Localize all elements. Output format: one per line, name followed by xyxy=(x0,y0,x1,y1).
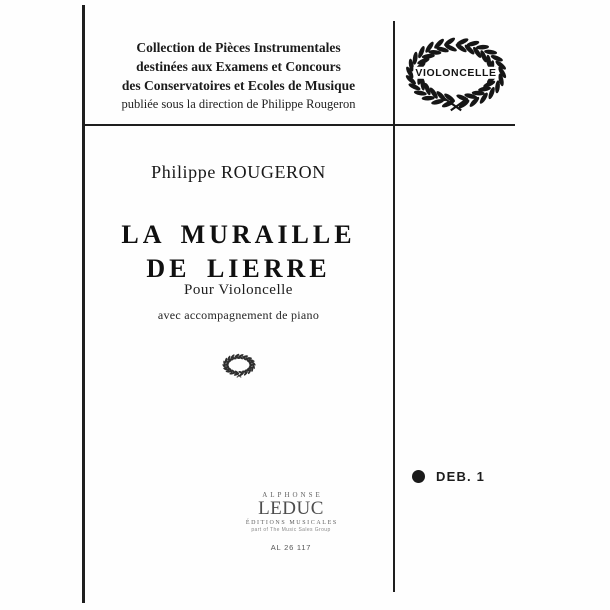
instrument-badge-label: VIOLONCELLE xyxy=(415,66,497,79)
collection-line-2: destinées aux Examens et Concours xyxy=(136,59,341,74)
right-vertical-rule xyxy=(393,21,395,592)
publisher-logo xyxy=(191,491,391,533)
grade-label: DEB. 1 xyxy=(436,469,486,484)
accompaniment-note: avec accompagnement de piano xyxy=(157,308,320,322)
horizontal-rule xyxy=(84,124,515,126)
publisher-name-top: ALPHONSE xyxy=(262,491,323,499)
publisher-group-line: part of The Music Sales Group xyxy=(251,527,331,533)
composer-name: Philippe ROUGERON xyxy=(151,162,326,182)
grade-indicator xyxy=(412,469,485,484)
piece-title-line-1: LA MURAILLE xyxy=(121,220,356,249)
laurel-wreath-ornament-icon xyxy=(219,351,259,381)
publisher-name-main: LEDUC xyxy=(258,498,324,519)
publisher-tagline: ÉDITIONS MUSICALES xyxy=(245,520,338,526)
instrument-badge xyxy=(400,31,512,115)
collection-header xyxy=(84,38,393,113)
collection-line-4: publiée sous la direction de Philippe Rougeron xyxy=(121,97,356,111)
piece-title xyxy=(64,218,413,286)
bullet-dot-icon xyxy=(412,470,425,483)
collection-line-3: des Conservatoires et Ecoles de Musique xyxy=(121,78,356,93)
collection-line-1: Collection de Pièces Instrumentales xyxy=(136,40,341,55)
piece-title-line-2: DE LIERRE xyxy=(146,254,331,283)
instrumentation-subtitle: Pour Violoncelle xyxy=(184,282,293,298)
plate-number: AL 26 117 xyxy=(270,543,312,552)
